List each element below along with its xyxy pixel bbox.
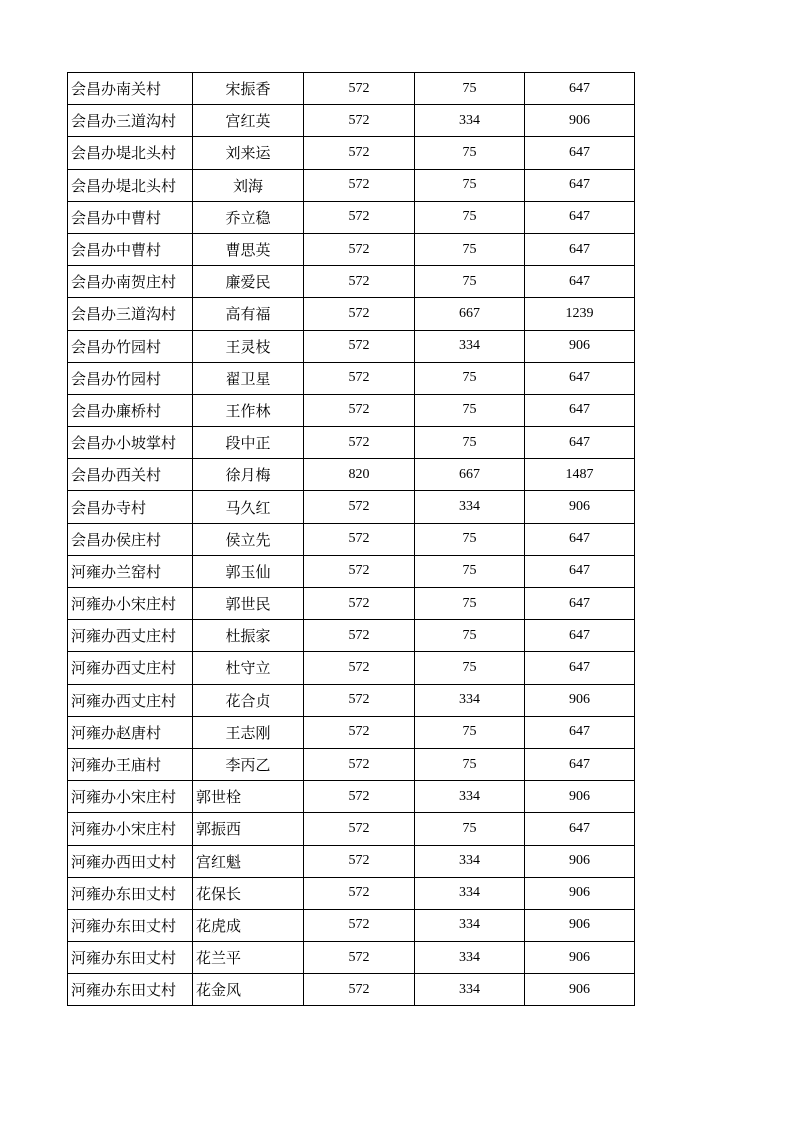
name-cell: 杜守立	[193, 652, 304, 684]
table-row	[68, 298, 635, 330]
name-cell: 廉爱民	[193, 266, 304, 298]
total-cell: 647	[525, 169, 635, 201]
name-cell: 王作林	[193, 394, 304, 426]
table-row	[68, 201, 635, 233]
village-cell: 会昌办三道沟村	[68, 298, 193, 330]
village-cell: 河雍办东田丈村	[68, 974, 193, 1006]
name-cell: 宋振香	[193, 73, 304, 105]
amount-a-cell: 572	[304, 137, 415, 169]
amount-a-cell: 572	[304, 652, 415, 684]
name-cell: 高有福	[193, 298, 304, 330]
amount-b-cell: 75	[415, 362, 525, 394]
amount-b-cell: 75	[415, 427, 525, 459]
table-row	[68, 233, 635, 265]
name-cell: 花保长	[193, 877, 304, 909]
amount-b-cell: 334	[415, 781, 525, 813]
total-cell: 906	[525, 781, 635, 813]
amount-a-cell: 572	[304, 298, 415, 330]
name-cell: 宫红魁	[193, 845, 304, 877]
name-cell: 王志刚	[193, 716, 304, 748]
amount-b-cell: 75	[415, 620, 525, 652]
table-row	[68, 105, 635, 137]
table-row	[68, 137, 635, 169]
table-row	[68, 781, 635, 813]
table-row	[68, 909, 635, 941]
table-row	[68, 555, 635, 587]
total-cell: 906	[525, 974, 635, 1006]
amount-b-cell: 75	[415, 394, 525, 426]
village-cell: 会昌办三道沟村	[68, 105, 193, 137]
name-cell: 马久红	[193, 491, 304, 523]
village-cell: 会昌办西关村	[68, 459, 193, 491]
amount-a-cell: 572	[304, 266, 415, 298]
amount-b-cell: 75	[415, 73, 525, 105]
village-cell: 河雍办西丈庄村	[68, 684, 193, 716]
village-cell: 会昌办南贺庄村	[68, 266, 193, 298]
amount-b-cell: 75	[415, 588, 525, 620]
amount-b-cell: 75	[415, 137, 525, 169]
total-cell: 906	[525, 877, 635, 909]
amount-a-cell: 572	[304, 169, 415, 201]
name-cell: 郭世民	[193, 588, 304, 620]
table-row	[68, 813, 635, 845]
total-cell: 647	[525, 748, 635, 780]
amount-a-cell: 572	[304, 427, 415, 459]
table-row	[68, 877, 635, 909]
table-row	[68, 266, 635, 298]
total-cell: 647	[525, 427, 635, 459]
amount-a-cell: 572	[304, 233, 415, 265]
village-cell: 会昌办中曹村	[68, 201, 193, 233]
total-cell: 906	[525, 845, 635, 877]
name-cell: 段中正	[193, 427, 304, 459]
table-row	[68, 942, 635, 974]
village-cell: 河雍办小宋庄村	[68, 781, 193, 813]
amount-b-cell: 75	[415, 169, 525, 201]
amount-b-cell: 75	[415, 716, 525, 748]
total-cell: 647	[525, 137, 635, 169]
amount-a-cell: 572	[304, 877, 415, 909]
name-cell: 花合贞	[193, 684, 304, 716]
name-cell: 刘海	[193, 169, 304, 201]
table-row	[68, 974, 635, 1006]
amount-b-cell: 75	[415, 266, 525, 298]
amount-b-cell: 334	[415, 105, 525, 137]
table-row	[68, 684, 635, 716]
amount-a-cell: 820	[304, 459, 415, 491]
amount-b-cell: 334	[415, 684, 525, 716]
name-cell: 侯立先	[193, 523, 304, 555]
total-cell: 647	[525, 620, 635, 652]
village-cell: 会昌办寺村	[68, 491, 193, 523]
table-row	[68, 394, 635, 426]
table-row	[68, 362, 635, 394]
amount-b-cell: 667	[415, 298, 525, 330]
table-row	[68, 73, 635, 105]
name-cell: 刘来运	[193, 137, 304, 169]
amount-b-cell: 334	[415, 877, 525, 909]
total-cell: 647	[525, 362, 635, 394]
total-cell: 906	[525, 330, 635, 362]
total-cell: 647	[525, 266, 635, 298]
village-cell: 会昌办小坡掌村	[68, 427, 193, 459]
amount-b-cell: 75	[415, 813, 525, 845]
table-body	[68, 73, 635, 1006]
village-cell: 会昌办廉桥村	[68, 394, 193, 426]
amount-a-cell: 572	[304, 394, 415, 426]
village-cell: 会昌办堤北头村	[68, 137, 193, 169]
amount-b-cell: 334	[415, 942, 525, 974]
village-cell: 河雍办西丈庄村	[68, 652, 193, 684]
name-cell: 曹思英	[193, 233, 304, 265]
total-cell: 647	[525, 652, 635, 684]
total-cell: 906	[525, 909, 635, 941]
total-cell: 906	[525, 105, 635, 137]
amount-b-cell: 334	[415, 909, 525, 941]
amount-a-cell: 572	[304, 105, 415, 137]
name-cell: 翟卫星	[193, 362, 304, 394]
amount-a-cell: 572	[304, 845, 415, 877]
amount-a-cell: 572	[304, 330, 415, 362]
village-cell: 会昌办堤北头村	[68, 169, 193, 201]
name-cell: 宫红英	[193, 105, 304, 137]
total-cell: 647	[525, 201, 635, 233]
village-cell: 河雍办小宋庄村	[68, 813, 193, 845]
village-cell: 河雍办东田丈村	[68, 909, 193, 941]
table-row	[68, 523, 635, 555]
amount-a-cell: 572	[304, 781, 415, 813]
amount-b-cell: 334	[415, 845, 525, 877]
amount-a-cell: 572	[304, 620, 415, 652]
table-row	[68, 620, 635, 652]
amount-b-cell: 667	[415, 459, 525, 491]
amount-a-cell: 572	[304, 942, 415, 974]
amount-a-cell: 572	[304, 73, 415, 105]
total-cell: 647	[525, 588, 635, 620]
table-row	[68, 427, 635, 459]
table-row	[68, 716, 635, 748]
village-cell: 会昌办侯庄村	[68, 523, 193, 555]
amount-b-cell: 75	[415, 555, 525, 587]
village-cell: 河雍办东田丈村	[68, 942, 193, 974]
amount-a-cell: 572	[304, 684, 415, 716]
amount-b-cell: 334	[415, 491, 525, 523]
amount-a-cell: 572	[304, 716, 415, 748]
amount-b-cell: 334	[415, 974, 525, 1006]
amount-a-cell: 572	[304, 201, 415, 233]
amount-a-cell: 572	[304, 588, 415, 620]
name-cell: 徐月梅	[193, 459, 304, 491]
village-cell: 河雍办东田丈村	[68, 877, 193, 909]
village-cell: 河雍办赵唐村	[68, 716, 193, 748]
name-cell: 郭振西	[193, 813, 304, 845]
amount-a-cell: 572	[304, 974, 415, 1006]
name-cell: 花虎成	[193, 909, 304, 941]
name-cell: 郭玉仙	[193, 555, 304, 587]
amount-b-cell: 75	[415, 652, 525, 684]
amount-b-cell: 75	[415, 523, 525, 555]
village-cell: 会昌办竹园村	[68, 330, 193, 362]
data-table	[67, 72, 635, 1006]
total-cell: 647	[525, 813, 635, 845]
village-cell: 会昌办竹园村	[68, 362, 193, 394]
total-cell: 647	[525, 233, 635, 265]
table-row	[68, 845, 635, 877]
amount-a-cell: 572	[304, 523, 415, 555]
name-cell: 郭世栓	[193, 781, 304, 813]
total-cell: 647	[525, 73, 635, 105]
amount-a-cell: 572	[304, 748, 415, 780]
village-cell: 河雍办王庙村	[68, 748, 193, 780]
amount-a-cell: 572	[304, 909, 415, 941]
total-cell: 647	[525, 555, 635, 587]
amount-b-cell: 334	[415, 330, 525, 362]
village-cell: 会昌办南关村	[68, 73, 193, 105]
village-cell: 河雍办西丈庄村	[68, 620, 193, 652]
table-row	[68, 459, 635, 491]
amount-a-cell: 572	[304, 813, 415, 845]
total-cell: 647	[525, 523, 635, 555]
total-cell: 647	[525, 394, 635, 426]
village-cell: 会昌办中曹村	[68, 233, 193, 265]
amount-a-cell: 572	[304, 491, 415, 523]
village-cell: 河雍办兰窑村	[68, 555, 193, 587]
total-cell: 1239	[525, 298, 635, 330]
table-row	[68, 748, 635, 780]
amount-b-cell: 75	[415, 233, 525, 265]
total-cell: 1487	[525, 459, 635, 491]
name-cell: 王灵枝	[193, 330, 304, 362]
amount-b-cell: 75	[415, 201, 525, 233]
table-row	[68, 652, 635, 684]
name-cell: 花金风	[193, 974, 304, 1006]
village-cell: 河雍办小宋庄村	[68, 588, 193, 620]
total-cell: 906	[525, 684, 635, 716]
table-row	[68, 588, 635, 620]
table-row	[68, 169, 635, 201]
total-cell: 906	[525, 942, 635, 974]
name-cell: 李丙乙	[193, 748, 304, 780]
total-cell: 906	[525, 491, 635, 523]
table-row	[68, 491, 635, 523]
name-cell: 花兰平	[193, 942, 304, 974]
name-cell: 乔立稳	[193, 201, 304, 233]
total-cell: 647	[525, 716, 635, 748]
table-row	[68, 330, 635, 362]
amount-a-cell: 572	[304, 362, 415, 394]
amount-b-cell: 75	[415, 748, 525, 780]
village-cell: 河雍办西田丈村	[68, 845, 193, 877]
name-cell: 杜振家	[193, 620, 304, 652]
amount-a-cell: 572	[304, 555, 415, 587]
